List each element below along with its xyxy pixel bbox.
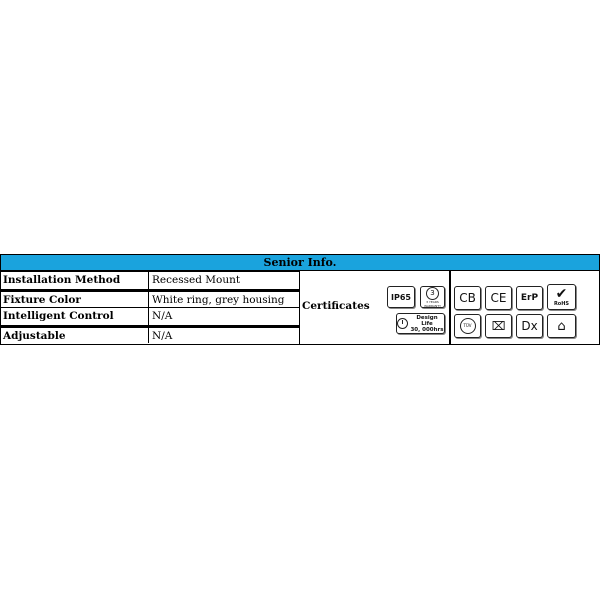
weee-bin-icon: ⌧ <box>491 319 506 333</box>
certificates-label: Certificates <box>302 300 370 312</box>
tuv-badge <box>454 314 481 338</box>
weee-badge <box>485 314 512 338</box>
spec-row-fixture-color <box>1 289 300 307</box>
spec-value: N/A <box>152 330 173 342</box>
spec-rows <box>0 271 300 345</box>
ce-badge: CE <box>485 286 512 310</box>
cb-badge: CB <box>454 286 481 310</box>
erp-badge: ErP <box>516 286 543 310</box>
home-icon: ⌂ <box>557 318 566 334</box>
dx-badge: Dx <box>516 314 543 338</box>
spec-value: Recessed Mount <box>152 274 241 286</box>
spec-label: Installation Method <box>1 272 149 289</box>
clock-icon <box>397 318 408 329</box>
spec-label: Intelligent Control <box>1 308 149 325</box>
senior-info-table <box>0 254 600 345</box>
spec-value: White ring, grey housing <box>152 294 285 306</box>
spec-row-intelligent-control <box>1 307 300 325</box>
home-badge <box>547 314 576 338</box>
warranty-text: 3 YEARS WARRANTY <box>424 299 441 308</box>
tuv-icon: TÜV <box>460 318 476 334</box>
warranty-badge <box>420 286 445 308</box>
spec-row-adjustable <box>1 325 300 343</box>
design-life-line2: 30, 000hrs <box>410 326 444 333</box>
rohs-badge <box>547 284 576 310</box>
divider <box>449 271 451 344</box>
section-header: Senior Info. <box>0 254 600 271</box>
spec-value: N/A <box>152 310 173 322</box>
ip65-badge: IP65 <box>387 286 415 308</box>
checkmark-icon: ✔ <box>555 286 568 302</box>
design-life-line1: Design Life <box>416 314 438 327</box>
spec-label: Adjustable <box>1 328 149 343</box>
certificates-cell <box>300 271 600 345</box>
spec-row-installation-method <box>1 271 300 289</box>
design-life-text <box>410 315 444 333</box>
warranty-years: 3 <box>426 287 439 300</box>
design-life-badge <box>396 313 445 334</box>
spec-label: Fixture Color <box>1 292 149 307</box>
rohs-label: RoHS <box>553 301 570 307</box>
